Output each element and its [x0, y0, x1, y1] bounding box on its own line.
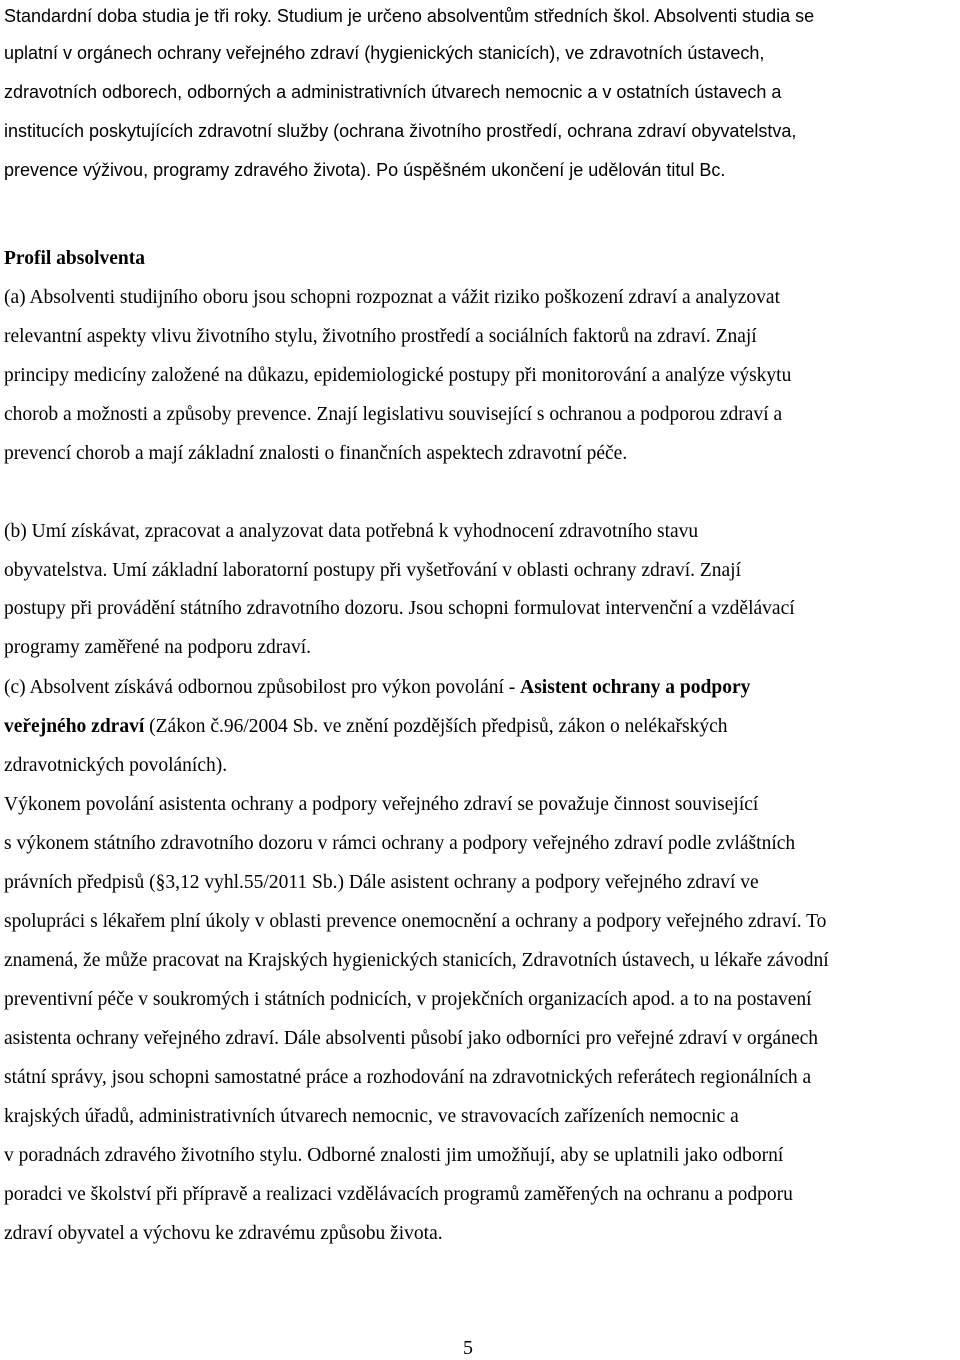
- paragraph-line: znamená, že může pracovat na Krajských hygienických stanicích, Zdravotních ústavech, u lékaře závodní: [4, 950, 829, 971]
- paragraph-line: právních předpisů (§3,12 vyhl.55/2011 Sb.) Dále asistent ochrany a podpory veřejného zdraví ve: [4, 872, 759, 893]
- intro-line: prevence výživou, programy zdravého života). Po úspěšném ukončení je udělován titul Bc.: [4, 160, 726, 180]
- paragraph-line: asistenta ochrany veřejného zdraví. Dále absolventi působí jako odborníci pro veřejné zdraví v orgánech: [4, 1028, 819, 1049]
- section-heading: Profil absolventa: [4, 248, 146, 269]
- paragraph-line: zdravotnických povoláních).: [4, 755, 228, 776]
- paragraph-line: postupy při provádění státního zdravotního dozoru. Jsou schopni formulovat intervenční a vzdělávací: [4, 598, 795, 619]
- paragraph-line: prevencí chorob a mají základní znalosti o finančních aspektech zdravotní péče.: [4, 443, 628, 464]
- paragraph-line: principy medicíny založené na důkazu, epidemiologické postupy při monitorování a analýze výskytu: [4, 365, 792, 386]
- page-number: 5: [463, 1337, 473, 1359]
- paragraph-text: (Zákon č.96/2004 Sb. ve znění pozdějších předpisů, zákon o nelékařských: [144, 716, 728, 737]
- paragraph-line: Výkonem povolání asistenta ochrany a podpory veřejného zdraví se považuje činnost související: [4, 794, 759, 815]
- profession-title: veřejného zdraví: [4, 716, 145, 737]
- intro-line: institucích poskytujících zdravotní služby (ochrana životního prostředí, ochrana zdraví obyvatelstva,: [4, 121, 797, 141]
- paragraph-line: relevantní aspekty vlivu životního stylu, životního prostředí a sociálních faktorů na zdraví. Znají: [4, 326, 757, 347]
- paragraph-line: s výkonem státního zdravotního dozoru v rámci ochrany a podpory veřejného zdraví podle zvláštních: [4, 833, 796, 854]
- intro-line: zdravotních odborech, odborných a administrativních útvarech nemocnic a v ostatních ústavech a: [4, 82, 782, 102]
- paragraph-text: (c) Absolvent získává odbornou způsobilost pro výkon povolání -: [4, 677, 521, 698]
- paragraph-line: v poradnách zdravého životního stylu. Odborné znalosti jim umožňují, aby se uplatnili jako odborní: [4, 1145, 784, 1166]
- paragraph-line: (b) Umí získávat, zpracovat a analyzovat data potřebná k vyhodnocení zdravotního stavu: [4, 521, 699, 542]
- paragraph-line: preventivní péče v soukromých i státních podnicích, v projekčních organizacích apod. a to na postavení: [4, 989, 812, 1010]
- paragraph-line: státní správy, jsou schopni samostatné práce a rozhodování na zdravotnických referátech regionálních a: [4, 1067, 812, 1088]
- intro-line: Standardní doba studia je tři roky. Studium je určeno absolventům středních škol. Absolventi studia se: [4, 6, 815, 26]
- paragraph-line: programy zaměřené na podporu zdraví.: [4, 637, 311, 658]
- paragraph-line: krajských úřadů, administrativních útvarech nemocnic, ve stravovacích zařízeních nemocnic a: [4, 1106, 739, 1127]
- paragraph-line: zdraví obyvatel a výchovu ke zdravému způsobu života.: [4, 1223, 443, 1244]
- paragraph-line: chorob a možnosti a způsoby prevence. Znají legislativu související s ochranou a podporou zdraví a: [4, 404, 783, 425]
- intro-line: uplatní v orgánech ochrany veřejného zdraví (hygienických stanicích), ve zdravotních ústavech,: [4, 43, 765, 63]
- paragraph-line: spolupráci s lékařem plní úkoly v oblasti prevence onemocnění a ochrany a podpory veřejného zdraví. To: [4, 911, 827, 932]
- paragraph-line: poradci ve školství při přípravě a realizaci vzdělávacích programů zaměřených na ochranu a podporu: [4, 1184, 793, 1205]
- paragraph-line: (a) Absolventi studijního oboru jsou schopni rozpoznat a vážit riziko poškození zdraví a analyzovat: [4, 287, 781, 308]
- paragraph-line: obyvatelstva. Umí základní laboratorní postupy při vyšetřování v oblasti ochrany zdraví. Znají: [4, 560, 742, 581]
- paragraph-line: [4, 715, 727, 739]
- paragraph-line: [4, 676, 750, 700]
- profession-title: Asistent ochrany a podpory: [520, 677, 751, 698]
